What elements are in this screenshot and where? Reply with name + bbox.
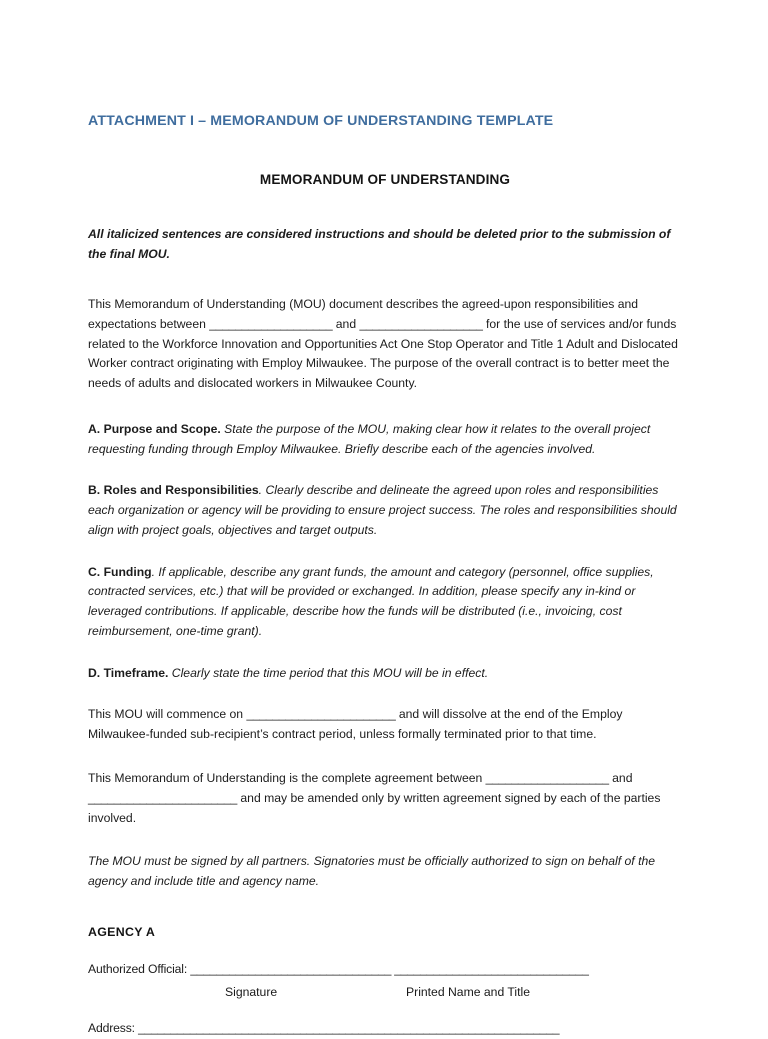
section-roles-and-responsibilities bbox=[88, 481, 682, 540]
section-timeframe bbox=[88, 664, 682, 684]
agreement-text-part3: and may be amended only by written agreement signed by each of the parties involved. bbox=[88, 790, 661, 825]
section-funding-lead: C. Funding bbox=[88, 564, 152, 579]
address-label: Address: bbox=[88, 1021, 139, 1036]
intro-paragraph bbox=[88, 295, 682, 394]
intro-blank-2: ___________________ bbox=[359, 316, 483, 331]
intro-text-part2: and bbox=[332, 316, 360, 331]
section-funding-desc: . If applicable, describe any grant funds, the amount and category (personnel, office supplies, contracted services, etc.) that will be provided or exchanged. In addition, please specify any in-kind or leveraged contributions. If applicable, describe how the funds will be distributed (i.e., invoicing, cost reimbursement, one-time grant). bbox=[88, 564, 654, 638]
address-line bbox=[88, 1019, 682, 1039]
section-timeframe-lead: D. Timeframe. bbox=[88, 665, 169, 680]
commence-text-part2: and will dissolve at the end of the Employ Milwaukee-funded sub-recipient’s contract period, unless formally terminated prior to that time. bbox=[88, 707, 623, 742]
section-purpose-and-scope bbox=[88, 420, 682, 460]
agreement-blank-2: _______________________ bbox=[88, 790, 237, 805]
instruction-note: All italicized sentences are considered instructions and should be deleted prior to the submission of the final MOU. bbox=[88, 227, 671, 262]
address-blank: _________________________________________________________________ bbox=[138, 1021, 560, 1036]
signature-captions bbox=[88, 985, 682, 1005]
agreement-text-part2: and bbox=[608, 771, 633, 785]
section-roles-lead: B. Roles and Responsibilities bbox=[88, 483, 259, 498]
commence-text-part1: This MOU will commence on bbox=[88, 707, 247, 722]
authorized-official-line bbox=[88, 960, 682, 980]
authorized-official-label: Authorized Official: bbox=[88, 961, 191, 976]
intro-text-part1: This Memorandum of Understanding (MOU) document describes the agreed-upon responsibilities and expectations between bbox=[88, 296, 639, 331]
section-funding bbox=[88, 563, 682, 642]
agreement-blank-1: ___________________ bbox=[485, 771, 609, 785]
document-content bbox=[88, 112, 682, 1039]
signature-blank: _______________________________ bbox=[190, 961, 392, 976]
printed-name-blank: ______________________________ bbox=[391, 961, 589, 976]
signature-note: The MOU must be signed by all partners. Signatories must be officially authorized to sign on behalf of the agency and include title and agency name. bbox=[88, 854, 656, 889]
agreement-text-part1: This Memorandum of Understanding is the complete agreement between bbox=[88, 771, 486, 785]
attachment-title: ATTACHMENT I – MEMORANDUM OF UNDERSTANDING TEMPLATE bbox=[88, 113, 554, 129]
section-timeframe-desc: Clearly state the time period that this MOU will be in effect. bbox=[168, 665, 489, 680]
section-purpose-desc: State the purpose of the MOU, making clear how it relates to the overall project requesting funding through Employ Milwaukee. Briefly describe each of the agencies involved. bbox=[88, 421, 651, 456]
signature-caption: Signature bbox=[225, 985, 278, 1000]
intro-blank-1: ___________________ bbox=[209, 316, 333, 331]
section-purpose-lead: A. Purpose and Scope. bbox=[88, 421, 221, 436]
agency-label: AGENCY A bbox=[88, 924, 156, 939]
commence-paragraph bbox=[88, 705, 682, 745]
intro-text-part3: for the use of services and/or funds related to the Workforce Innovation and Opportunities Act One Stop Operator and Title 1 Adult and Dislocated Worker contract originating with Employ Milwaukee. The purpose of the overall contract is to better meet the needs of adults and dislocated workers in Milwaukee County. bbox=[88, 316, 678, 391]
commence-blank-1: _______________________ bbox=[246, 707, 396, 722]
agreement-paragraph bbox=[88, 769, 682, 828]
section-roles-desc: . Clearly describe and delineate the agreed upon roles and responsibilities each organization or agency will be providing to ensure project success. The roles and responsibilities should align with project goals, objectives and target outputs. bbox=[88, 483, 677, 537]
printed-name-caption: Printed Name and Title bbox=[406, 985, 530, 1000]
document-heading: MEMORANDUM OF UNDERSTANDING bbox=[259, 172, 511, 188]
